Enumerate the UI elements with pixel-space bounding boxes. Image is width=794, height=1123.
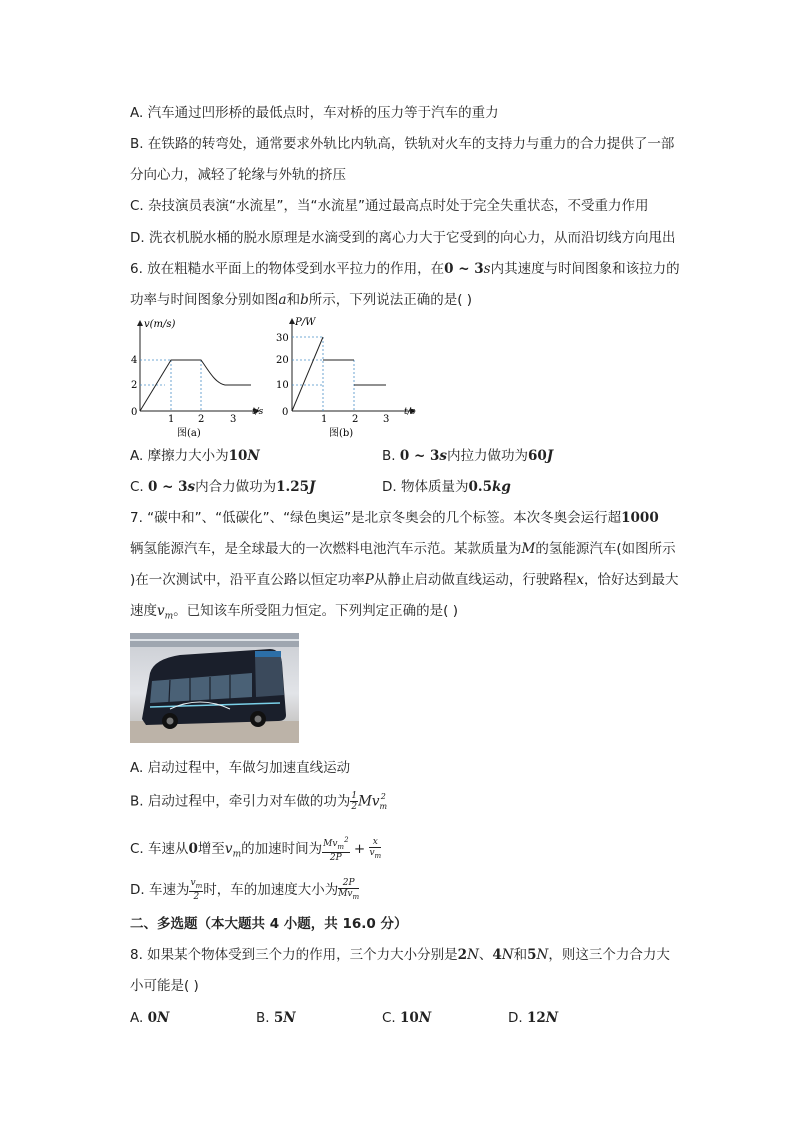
q7-option-b: B. 启动过程中，牵引力对车做的功为 $\frac{1}{2}$ Mv 2 m (130, 791, 388, 812)
q6-option-a: A. 摩擦力大小为10N (130, 448, 260, 464)
graph-a-xtick-1: 1 (168, 414, 175, 425)
section-multiple-choice-title: 二、多选题（本大题共 4 小题，共 16.0 分） (130, 916, 408, 932)
q8-stem-line1: 8. 如果某个物体受到三个力的作用，三个力大小分别是2N、4N和5N，则这三个力合力大 (130, 947, 670, 963)
q7-stem-line2: 辆氢能源汽车，是全球最大的一次燃料电池汽车示范。某款质量为M的氢能源汽车(如图所示 (130, 541, 676, 557)
q5-option-c: C. 杂技演员表演“水流星”，当“水流星”通过最高点时处于完全失重状态，不受重力作用 (130, 198, 649, 214)
q5-option-d: D. 洗衣机脱水桶的脱水原理是水滴受到的离心力大于它受到的向心力，从而沿切线方向甩出 (130, 230, 676, 246)
graph-a-xtick-2: 2 (198, 414, 205, 425)
q7-stem-line4: 速度$v_m$。已知该车所受阻力恒定。下列判定正确的是( ) (130, 603, 459, 622)
q8-stem-line2: 小可能是( ) (130, 978, 199, 994)
q6-option-d: D. 物体质量为0.5kg (382, 479, 511, 495)
graph-a-curve (140, 360, 251, 411)
graph-a (125, 315, 265, 440)
q7-stem-line3: )在一次测试中，沿平直公路以恒定功率P从静止启动做直线运动，行驶路程x，恰好达到最大 (130, 572, 679, 588)
graph-b-origin: 0 (282, 407, 289, 418)
graph-b-ylabel: P/W (295, 317, 316, 328)
q5-option-b-line1: B. 在铁路的转弯处，通常要求外轨比内轨高，铁轨对火车的支持力与重力的合力提供了一部 (130, 136, 675, 152)
graph-b-xtick-1: 1 (321, 414, 328, 425)
graph-a-origin: 0 (131, 407, 138, 418)
graph-b (272, 315, 422, 440)
q8-option-a: A. 0N (130, 1010, 170, 1026)
graph-a-ytick-2: 2 (131, 380, 138, 391)
graph-b-xtick-3: 3 (383, 414, 390, 425)
q7-option-d: D. 车速为 $\frac{v_m}{2}$ 时，车的加速度大小为 $\frac{2P}{Mv_m}$ (130, 878, 360, 902)
q8-option-b: B. 5N (256, 1010, 296, 1026)
q8-option-d: D. 12N (508, 1010, 559, 1026)
q6-option-b: B. 0 ~ 3s内拉力做功为60J (382, 448, 554, 464)
q6-option-c: C. 0 ~ 3s内合力做功为1.25J (130, 479, 316, 495)
graph-b-ramp (292, 337, 323, 411)
q6-stem-line1: 6. 放在粗糙水平面上的物体受到水平拉力的作用，在0 ~ 3s内其速度与时间图象和该拉力的 (130, 261, 680, 277)
graph-b-ytick-20: 20 (276, 355, 289, 366)
graph-a-ytick-4: 4 (131, 355, 138, 366)
q7-option-c: C. 车速从0增至$v_m$的加速时间为 $\frac{Mv_m^2}{2P}$ + $\frac{x}{v_m}$ (130, 836, 382, 863)
graph-b-xlabel: t/s (404, 407, 416, 417)
q8-option-c: C. 10N (382, 1010, 432, 1026)
graph-a-xtick-3: 3 (230, 414, 237, 425)
graph-a-ylabel: v(m/s) (144, 319, 176, 330)
q5-option-b-line2: 分向心力，减轻了轮缘与外轨的挤压 (130, 167, 346, 183)
q5-option-a: A. 汽车通过凹形桥的最低点时，车对桥的压力等于汽车的重力 (130, 105, 499, 121)
graph-a-caption: 图(a) (177, 428, 201, 439)
q7-option-a: A. 启动过程中，车做匀加速直线运动 (130, 760, 351, 776)
hydrogen-bus-photo (130, 633, 299, 743)
graph-a-xlabel: t/s (252, 407, 264, 417)
q6-stem-line2: 功率与时间图象分别如图a和b所示，下列说法正确的是( ) (130, 292, 473, 308)
graph-b-ytick-30: 30 (276, 333, 289, 344)
graph-b-ytick-10: 10 (276, 380, 289, 391)
q7-stem-line1: 7. “碳中和”、“低碳化”、“绿色奥运”是北京冬奥会的几个标签。本次冬奥会运行超1000 (130, 510, 659, 526)
graph-b-caption: 图(b) (329, 428, 354, 439)
graph-b-xtick-2: 2 (352, 414, 359, 425)
